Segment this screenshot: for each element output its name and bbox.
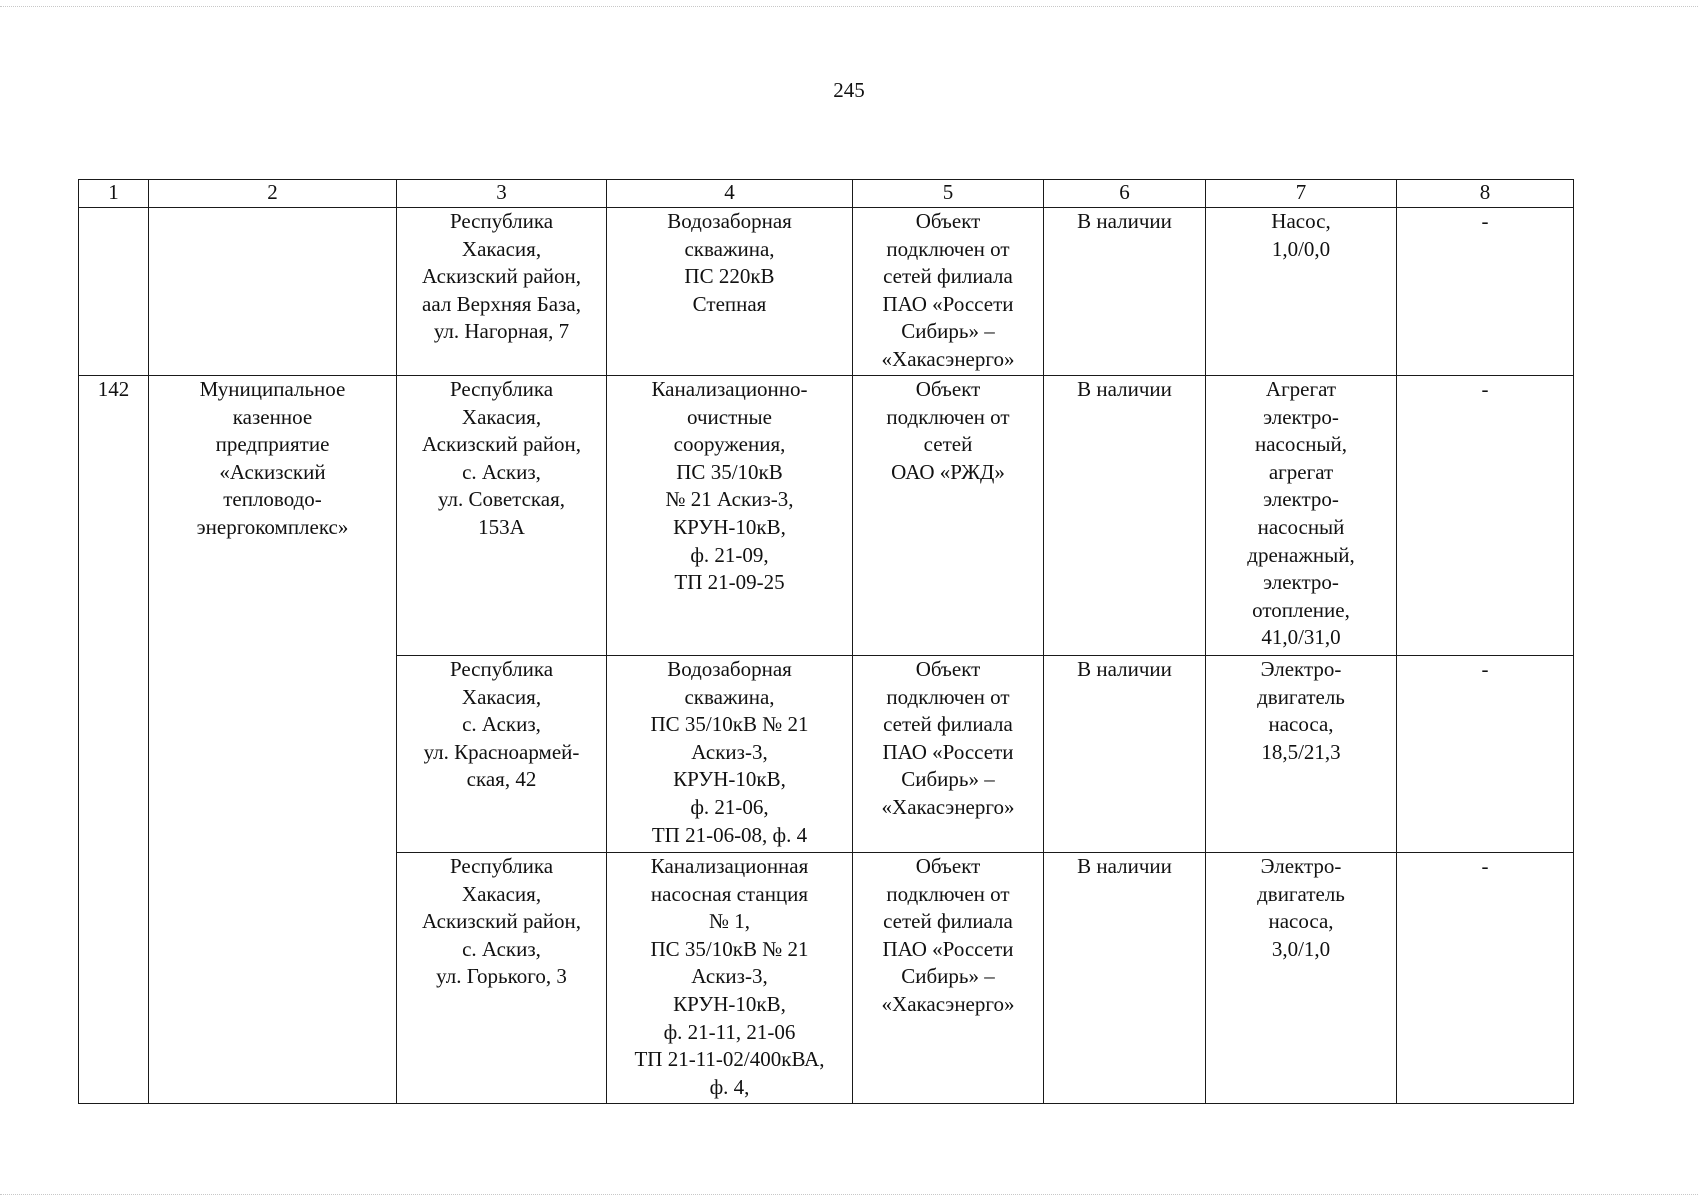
connection-cell: Объект подключен от сетей ОАО «РЖД» [853, 376, 1044, 656]
availability-cell: В наличии [1044, 208, 1206, 376]
column-header: 1 [79, 180, 149, 208]
page-number: 245 [833, 78, 865, 102]
column-header: 3 [397, 180, 607, 208]
data-table [78, 179, 1574, 1104]
column-header: 2 [149, 180, 397, 208]
table-header-row [79, 180, 1574, 208]
availability-cell: В наличии [1044, 853, 1206, 1104]
object-cell: Водозаборная скважина, ПС 35/10кВ № 21 Аскиз-3, КРУН-10кВ, ф. 21-06, ТП 21-06-08, ф. 4 [607, 656, 853, 853]
object-cell: Канализационная насосная станция № 1, ПС 35/10кВ № 21 Аскиз-3, КРУН-10кВ, ф. 21-11, 21-06 ТП 21-11-02/400кВА, ф. 4, [607, 853, 853, 1104]
organization-cell [149, 208, 397, 376]
availability-cell: В наличии [1044, 376, 1206, 656]
scan-artifact-top [0, 6, 1698, 9]
connection-cell: Объект подключен от сетей филиала ПАО «Россети Сибирь» – «Хакасэнерго» [853, 656, 1044, 853]
column-header: 5 [853, 180, 1044, 208]
object-cell: Канализационно- очистные сооружения, ПС 35/10кВ № 21 Аскиз-3, КРУН-10кВ, ф. 21-09, ТП 21-09-25 [607, 376, 853, 656]
address-cell: Республика Хакасия, Аскизский район, с. Аскиз, ул. Советская, 153А [397, 376, 607, 656]
connection-cell: Объект подключен от сетей филиала ПАО «Россети Сибирь» – «Хакасэнерго» [853, 853, 1044, 1104]
column-header: 4 [607, 180, 853, 208]
address-cell: Республика Хакасия, Аскизский район, аал Верхняя База, ул. Нагорная, 7 [397, 208, 607, 376]
equipment-cell: Агрегат электро- насосный, агрегат электро- насосный дренажный, электро- отопление, 41,0/31,0 [1206, 376, 1397, 656]
column-header: 8 [1397, 180, 1574, 208]
object-cell: Водозаборная скважина, ПС 220кВ Степная [607, 208, 853, 376]
scan-artifact-bottom [0, 1194, 1698, 1197]
address-cell: Республика Хакасия, Аскизский район, с. Аскиз, ул. Горького, 3 [397, 853, 607, 1104]
table-row [79, 208, 1574, 376]
note-cell: - [1397, 853, 1574, 1104]
availability-cell: В наличии [1044, 656, 1206, 853]
address-cell: Республика Хакасия, с. Аскиз, ул. Красноармей- ская, 42 [397, 656, 607, 853]
table-row [79, 376, 1574, 656]
row-number-cell: 142 [79, 376, 149, 1104]
note-cell: - [1397, 208, 1574, 376]
note-cell: - [1397, 656, 1574, 853]
equipment-cell: Электро- двигатель насоса, 18,5/21,3 [1206, 656, 1397, 853]
equipment-cell: Электро- двигатель насоса, 3,0/1,0 [1206, 853, 1397, 1104]
organization-cell: Муниципальное казенное предприятие «Аскизский тепловодо- энергокомплекс» [149, 376, 397, 1104]
connection-cell: Объект подключен от сетей филиала ПАО «Россети Сибирь» – «Хакасэнерго» [853, 208, 1044, 376]
column-header: 6 [1044, 180, 1206, 208]
equipment-cell: Насос, 1,0/0,0 [1206, 208, 1397, 376]
column-header: 7 [1206, 180, 1397, 208]
note-cell: - [1397, 376, 1574, 656]
row-number-cell [79, 208, 149, 376]
